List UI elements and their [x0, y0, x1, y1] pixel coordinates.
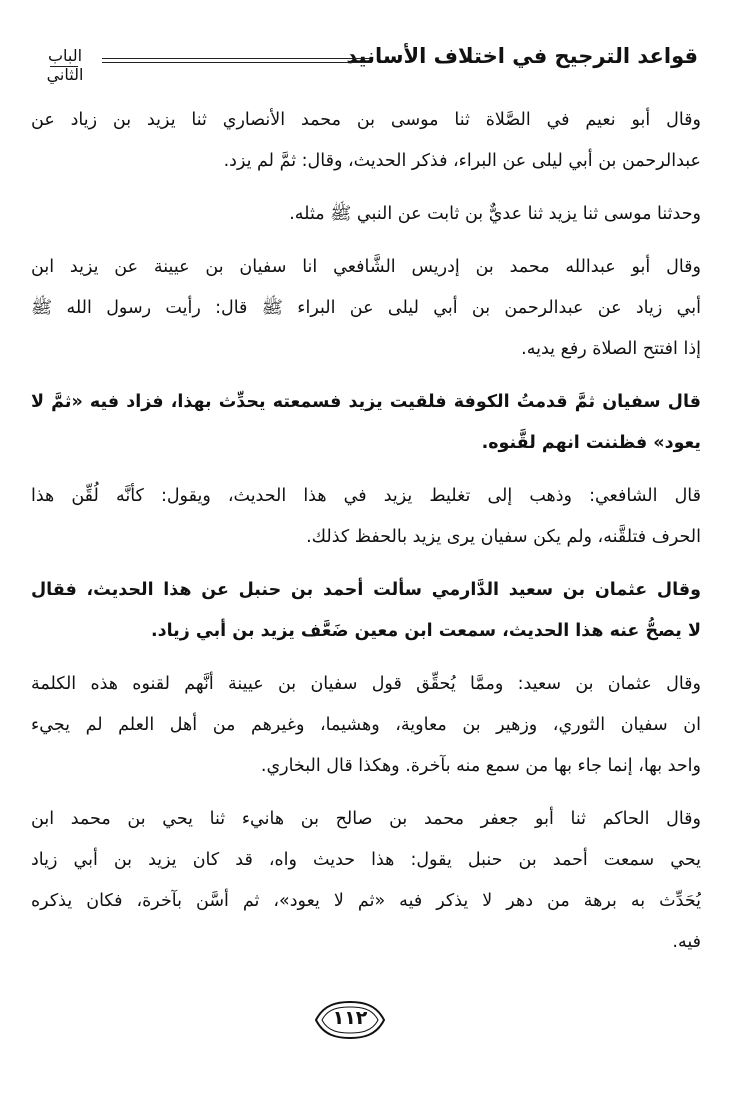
paragraph — [31, 247, 701, 370]
running-header — [28, 40, 698, 84]
header-rule-top — [102, 58, 370, 59]
text-line: لا يصحُّ عنه هذا الحديث، سمعت ابن معين ضَعَّف يزيد بن أبي زياد. — [150, 621, 701, 641]
text-line: وقال الحاكم ثنا أبو جعفر محمد بن صالح بن هانيء ثنا يحي بن محمد ابن — [31, 809, 701, 829]
text-line: وحدثنا موسى ثنا يزيد ثنا عديٌّ بن ثابت عن النبي ﷺ مثله. — [289, 204, 701, 224]
chapter-label: الباب الثاني — [46, 46, 84, 84]
text-line: يعود» فظننت انهم لقَّنوه. — [481, 433, 701, 453]
text-line: قال الشافعي: وذهب إلى تغليط يزيد في هذا الحديث، ويقول: كأنَّه لُقِّن هذا — [31, 486, 701, 506]
paragraph — [31, 799, 701, 963]
page-number-ornament — [310, 998, 390, 1042]
text-line: واحد بها، إنما جاء بها من سمع منه بآخرة. وهكذا قال البخاري. — [260, 756, 701, 776]
text-line: ان سفيان الثوري، وزهير بن معاوية، وهشيما، وغيرهم من أهل العلم لم يجيء — [31, 715, 701, 735]
text-line: وقال أبو عبدالله محمد بن إدريس الشَّافعي انا سفيان بن عيينة عن يزيد ابن — [31, 257, 701, 277]
paragraph — [31, 194, 701, 235]
text-line: عبدالرحمن بن أبي ليلى عن البراء، فذكر الحديث، وقال: ثمَّ لم يزد. — [223, 151, 701, 171]
text-line: قال سفيان ثمَّ قدمتُ الكوفة فلقيت يزيد فسمعته يحدِّث بهذا، فزاد فيه «ثمَّ لا — [31, 392, 701, 412]
header-dash — [50, 66, 78, 67]
header-rule-bottom — [102, 62, 370, 63]
body-text — [31, 100, 701, 975]
paragraph — [31, 476, 701, 558]
book-title: قواعد الترجيح في اختلاف الأسانيد — [346, 44, 698, 68]
paragraph — [31, 100, 701, 182]
text-line: الحرف فتلقَّنه، ولم يكن سفيان يرى يزيد بالحفظ كذلك. — [306, 527, 701, 547]
text-line: وقال عثمان بن سعيد: وممَّا يُحقِّق قول سفيان بن عيينة أنَّهم لقنوه هذه الكلمة — [31, 674, 701, 694]
text-line: إذا افتتح الصلاة رفع يديه. — [521, 339, 701, 359]
paragraph — [31, 570, 701, 652]
text-line: يُحَدِّث به برهة من دهر لا يذكر فيه «ثم لا يعود»، ثم أسَّن بآخرة، فكان يذكره — [31, 891, 701, 911]
text-line: وقال أبو نعيم في الصَّلاة ثنا موسى بن محمد الأنصاري ثنا يزيد بن زياد عن — [31, 110, 701, 130]
text-line: وقال عثمان بن سعيد الدَّارمي سألت أحمد بن حنبل عن هذا الحديث، فقال — [31, 580, 701, 600]
text-line: يحي سمعت أحمد بن حنبل يقول: هذا حديث واه، قد كان يزيد بن أبي زياد — [31, 850, 701, 870]
paragraph-bold — [31, 382, 701, 464]
text-line: فيه. — [672, 932, 701, 952]
text-line: أبي زياد عن عبدالرحمن بن أبي ليلى عن البراء ﷺ قال: رأيت رسول الله ﷺ — [31, 298, 701, 318]
page-number: ١١٢ — [332, 1007, 368, 1029]
paragraph — [31, 664, 701, 787]
